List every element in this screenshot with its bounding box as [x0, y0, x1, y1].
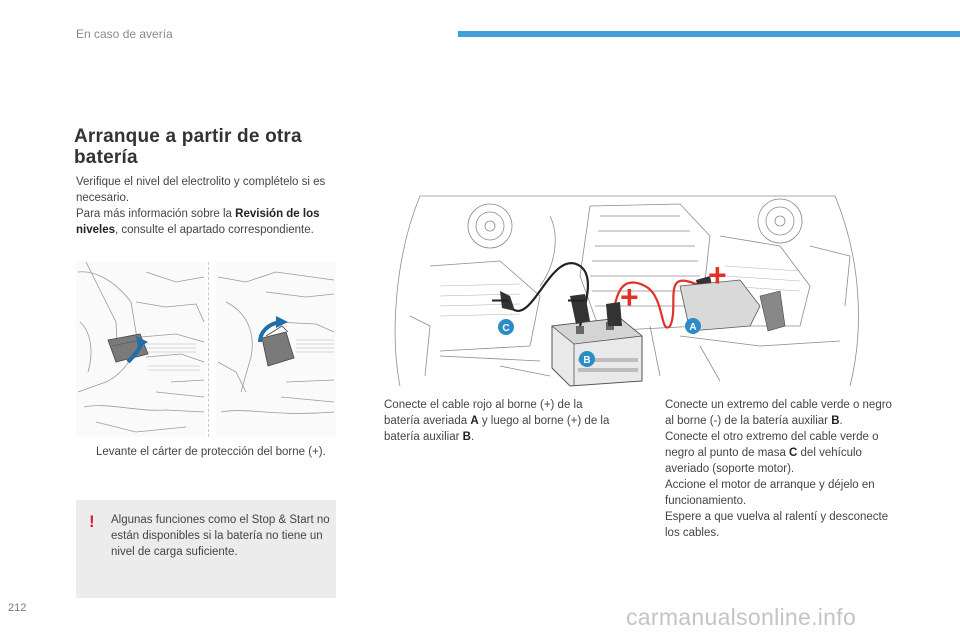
title-line-1: Arranque a partir de otra — [74, 126, 302, 147]
engine-bay-diagram — [380, 176, 875, 389]
step-text — [665, 429, 897, 477]
step-text-pre: Conecte el otro extremo del cable verde o negro al punto de masa — [665, 431, 879, 459]
section-label: En caso de avería — [76, 27, 173, 41]
step-text-mid: y luego al borne (+) de la batería auxiliar — [384, 415, 610, 443]
plus-sign-2: + — [708, 257, 727, 293]
step-bold-b: B — [462, 431, 471, 443]
step-text — [384, 397, 616, 445]
step-bold: B — [831, 415, 840, 427]
step-text: Accione el motor de arranque y déjelo en funcionamiento. — [665, 479, 875, 507]
intro-p2-pre: Para más información sobre la — [76, 208, 236, 220]
intro-p2-post: , consulte el apartado correspondiente. — [115, 224, 314, 236]
warning-icon: ! — [89, 512, 95, 531]
badge-a: A — [689, 322, 697, 333]
badge-c: C — [502, 323, 510, 334]
step-bold: C — [789, 447, 798, 459]
step-text: Espere a que vuelva al ralentí y desconecte los cables. — [665, 511, 889, 539]
step-lift-cover — [76, 444, 336, 484]
intro-text — [76, 174, 346, 238]
step-text-post: . — [839, 415, 843, 427]
photo-divider — [208, 262, 209, 437]
step-connect-red — [364, 397, 614, 457]
title-line-2: batería — [74, 147, 138, 168]
step-bold-a: A — [470, 415, 479, 427]
page-number: 212 — [8, 602, 27, 614]
step-text-pre: Conecte un extremo del cable verde o negro al borne (-) de la batería auxiliar — [665, 399, 892, 427]
step-connect-ground-c — [645, 429, 905, 477]
steps-right-column — [645, 397, 905, 541]
watermark: carmanualsonline.info — [626, 604, 857, 630]
step-text-post: del vehículo averiado (soporte motor). — [665, 447, 862, 475]
photo-cover-open — [216, 262, 336, 437]
warning-text: Algunas funciones como el Stop & Start no están disponibles si la batería no tiene un nivel de carga suficiente. — [111, 514, 330, 558]
photo-cover-closed — [76, 262, 206, 437]
plus-sign-1: + — [620, 279, 639, 315]
minus-sign-2: – — [568, 282, 585, 315]
step-start-engine — [645, 477, 905, 509]
header-accent-bar — [458, 31, 960, 37]
step-text — [665, 397, 897, 429]
step-connect-black-b — [645, 397, 905, 429]
step-text-post: . — [470, 431, 475, 443]
badge-b: B — [583, 355, 591, 366]
step-text: Levante el cárter de protección del borne (+). — [96, 446, 326, 458]
intro-p2-link: Revisión de los niveles — [76, 208, 320, 236]
minus-sign-1: – — [492, 282, 509, 315]
page-title — [74, 126, 354, 168]
intro-paragraph-2 — [76, 206, 346, 238]
intro-paragraph-1: Verifique el nivel del electrolito y complételo si es necesario. — [76, 176, 326, 204]
step-text-pre: Conecte el cable rojo al borne (+) de la batería averiada — [384, 399, 583, 427]
step-disconnect — [645, 509, 905, 541]
